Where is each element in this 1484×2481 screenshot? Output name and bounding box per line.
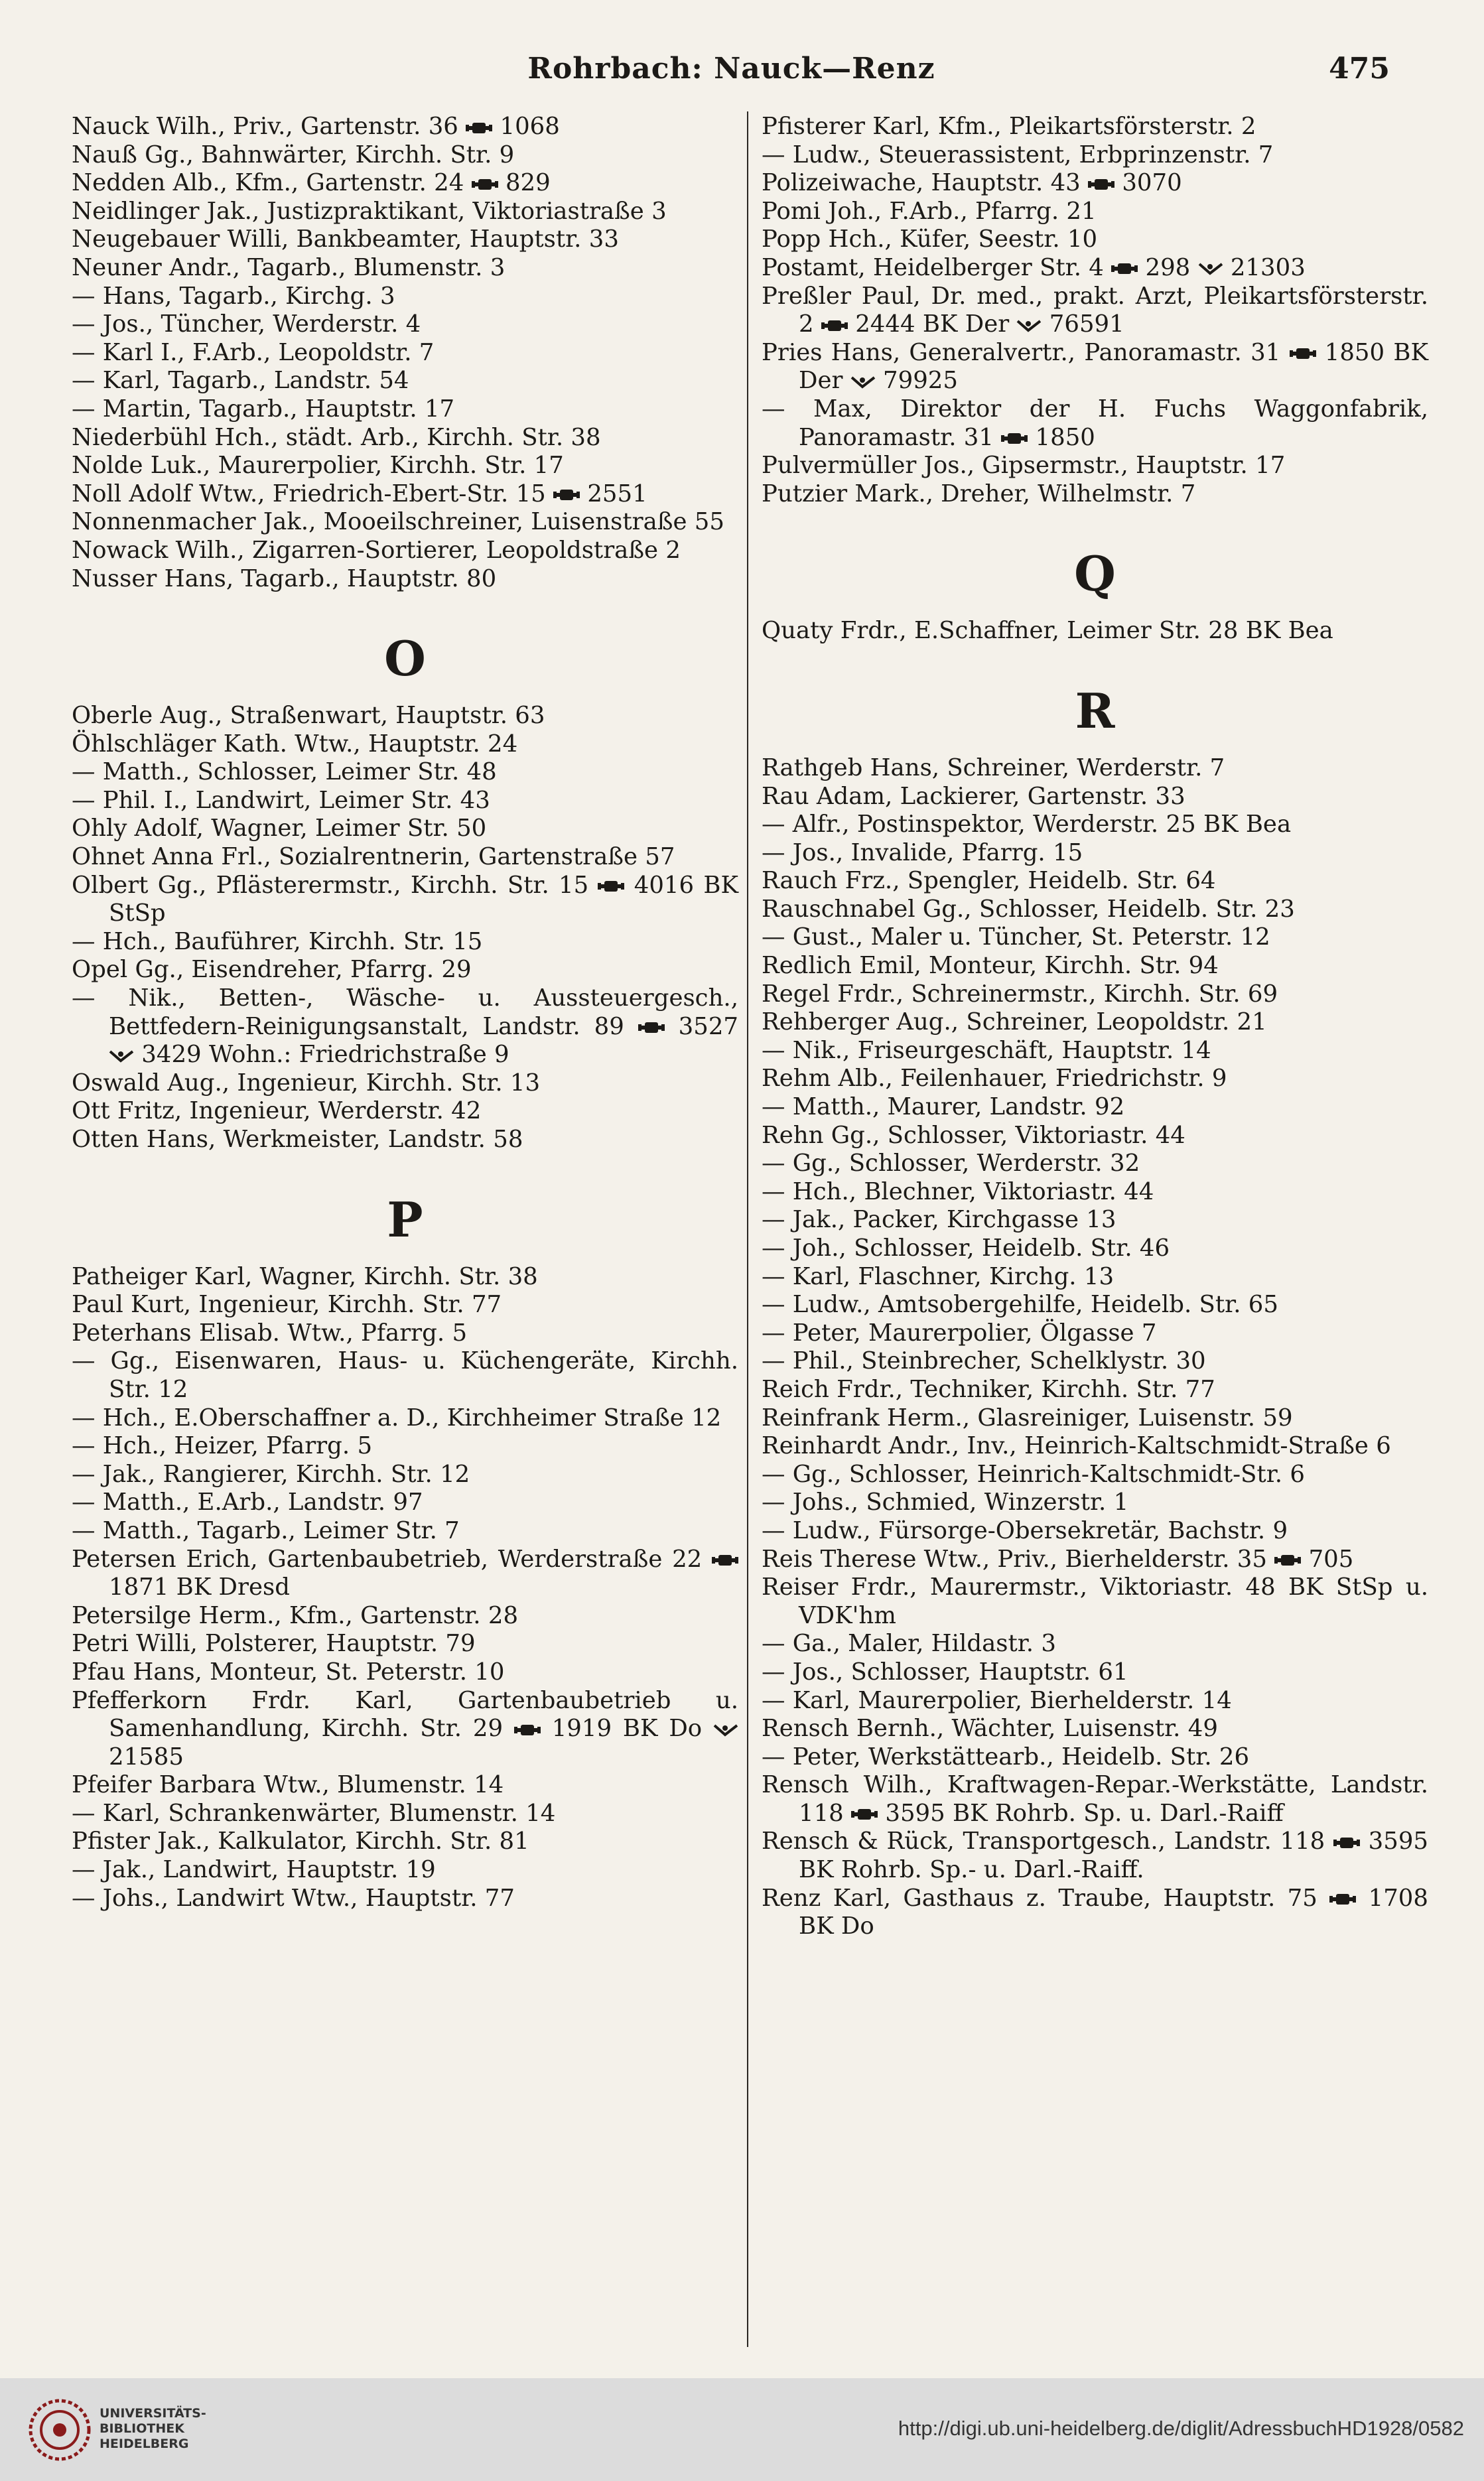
- directory-entry: [762, 254, 1428, 283]
- directory-entry: [762, 1122, 1428, 1150]
- entry-text: Rauschnabel Gg., Schlosser, Heidelb. Str. 23: [762, 895, 1295, 923]
- directory-entry: [72, 1630, 738, 1658]
- directory-entry: [72, 1602, 738, 1631]
- directory-entry: [762, 1715, 1428, 1743]
- entry-text: Nedden Alb., Kfm., Gartenstr. 24: [72, 169, 464, 197]
- directory-entry: [72, 1404, 738, 1433]
- directory-entry: [762, 1291, 1428, 1319]
- directory-entry: [762, 1235, 1428, 1263]
- directory-entry: [762, 1319, 1428, 1348]
- entry-suffix: BK StSp: [109, 871, 738, 927]
- entry-text: — Gust., Maler u. Tüncher, St. Peterstr. 12: [762, 923, 1270, 951]
- directory-entry: [72, 1319, 738, 1348]
- entry-text: — Gg., Eisenwaren, Haus- u. Küchengeräte, Kirchh. Str. 12: [72, 1347, 738, 1403]
- directory-entry: [762, 141, 1428, 170]
- entry-text: — Ludw., Amtsobergehilfe, Heidelb. Str. 65: [762, 1291, 1278, 1319]
- telephone-icon: [1001, 431, 1028, 446]
- entry-text: Olbert Gg., Pflästerermstr., Kirchh. Str. 15: [72, 871, 589, 899]
- telephone-number: 705: [1308, 1545, 1354, 1573]
- entry-text: Rensch & Rück, Transportgesch., Landstr. 118: [762, 1828, 1325, 1855]
- telegraph-icon: [1198, 261, 1223, 276]
- entry-text: Rensch Wilh., Kraftwagen-Repar.-Werkstätte, Landstr. 118: [762, 1771, 1428, 1827]
- entry-text: — Nik., Betten-, Wäsche- u. Aussteuergesch., Bettfedern-Reinigungsanstalt, Landstr. 89: [72, 984, 738, 1040]
- entry-suffix: BK Rohrb. Sp.- u. Darl.-Raiff.: [799, 1856, 1144, 1884]
- entry-text: Noll Adolf Wtw., Friedrich-Ebert-Str. 15: [72, 480, 546, 507]
- telephone-number: 1871: [109, 1574, 169, 1601]
- telegraph-icon: [109, 1049, 134, 1063]
- entry-text: Pfisterer Karl, Kfm., Pleikartsförsterstr. 2: [762, 113, 1256, 140]
- telephone-icon: [598, 879, 624, 894]
- telegraph-icon: [713, 1723, 738, 1737]
- directory-entry: [72, 1126, 738, 1154]
- university-seal-icon: [27, 2397, 93, 2463]
- telegraph-number: 3429: [141, 1041, 202, 1069]
- directory-entry: [762, 980, 1428, 1009]
- telephone-number: 3595: [885, 1799, 945, 1827]
- directory-entry: [762, 1574, 1428, 1630]
- directory-entry: [762, 754, 1428, 783]
- entry-text: — Gg., Schlosser, Werderstr. 32: [762, 1150, 1140, 1177]
- entry-text: — Matth., Tagarb., Leimer Str. 7: [72, 1516, 460, 1544]
- telephone-number: 298: [1145, 253, 1191, 281]
- entry-text: Pulvermüller Jos., Gipsermstr., Hauptstr. 17: [762, 452, 1286, 480]
- entry-text: — Phil. I., Landwirt, Leimer Str. 43: [72, 786, 490, 814]
- directory-entry: [762, 1546, 1428, 1574]
- source-url[interactable]: http://digi.ub.uni-heidelberg.de/diglit/AdressbuchHD1928/0582: [898, 2417, 1464, 2440]
- telephone-icon: [466, 121, 492, 135]
- directory-entry: [762, 1376, 1428, 1404]
- directory-entry: [72, 702, 738, 730]
- directory-entry: [72, 1097, 738, 1126]
- directory-entry: [72, 815, 738, 843]
- entry-text: — Jos., Tüncher, Werderstr. 4: [72, 310, 421, 338]
- library-name: UNIVERSITÄTS- BIBLIOTHEK HEIDELBERG: [100, 2406, 206, 2451]
- directory-entry: [72, 1517, 738, 1546]
- entry-text: — Hch., E.Oberschaffner a. D., Kirchheimer Straße 12: [72, 1404, 722, 1432]
- page-header: [73, 52, 1390, 98]
- entry-text: — Matth., E.Arb., Landstr. 97: [72, 1489, 423, 1516]
- directory-entry: [72, 283, 738, 311]
- entry-text: — Jos., Invalide, Pfarrg. 15: [762, 838, 1083, 866]
- directory-entry: [72, 928, 738, 957]
- telegraph-number: 79925: [883, 367, 958, 395]
- entry-text: — Karl, Schrankenwärter, Blumenstr. 14: [72, 1799, 556, 1827]
- entry-text: Popp Hch., Küfer, Seestr. 10: [762, 226, 1098, 253]
- directory-entry: [762, 1828, 1428, 1884]
- entry-text: — Phil., Steinbrecher, Schelklystr. 30: [762, 1347, 1206, 1375]
- directory-entry: [762, 1178, 1428, 1207]
- entry-text: — Matth., Schlosser, Leimer Str. 48: [72, 758, 497, 786]
- section-letter-p: P: [387, 1191, 423, 1248]
- directory-entry: [762, 1885, 1428, 1941]
- directory-entry: [72, 1546, 738, 1602]
- entry-text: Pfefferkorn Frdr. Karl, Gartenbaubetrieb u. Samenhandlung, Kirchh. Str. 29: [72, 1686, 738, 1743]
- entry-text: Öhlschläger Kath. Wtw., Hauptstr. 24: [72, 730, 518, 758]
- section-letter-o: O: [384, 630, 426, 687]
- entry-text: — Gg., Schlosser, Heinrich-Kaltschmidt-Str. 6: [762, 1460, 1305, 1488]
- directory-entry: [72, 565, 738, 594]
- telegraph-icon: [1016, 318, 1042, 333]
- telephone-number: 1068: [500, 113, 560, 140]
- directory-entry: [762, 839, 1428, 868]
- entry-text: Patheiger Karl, Wagner, Kirchh. Str. 38: [72, 1262, 538, 1290]
- telegraph-icon: [850, 375, 876, 389]
- telephone-icon: [514, 1723, 541, 1737]
- directory-entry: [72, 424, 738, 452]
- entry-text: — Karl I., F.Arb., Leopoldstr. 7: [72, 338, 435, 366]
- directory-entry: [72, 1800, 738, 1828]
- telephone-number: 1919: [551, 1715, 612, 1743]
- directory-entry: [762, 1461, 1428, 1489]
- directory-entry: [72, 1828, 738, 1856]
- entry-text: Pries Hans, Generalvertr., Panoramastr. 31: [762, 338, 1281, 366]
- entry-text: Petri Willi, Polsterer, Hauptstr. 79: [72, 1630, 476, 1658]
- entry-text: Reiser Frdr., Maurermstr., Viktoriastr. 48 BK StSp u. VDK'hm: [762, 1574, 1428, 1629]
- directory-entry: [72, 1291, 738, 1319]
- directory-entry: [72, 452, 738, 480]
- entry-text: Rensch Bernh., Wächter, Luisenstr. 49: [762, 1715, 1218, 1743]
- directory-entry: [72, 1771, 738, 1800]
- column-divider: [747, 111, 748, 2347]
- entry-text: — Matth., Maurer, Landstr. 92: [762, 1093, 1125, 1121]
- entry-text: — Hans, Tagarb., Kirchg. 3: [72, 282, 395, 310]
- telegraph-number: 21585: [109, 1743, 184, 1771]
- directory-entry: [72, 254, 738, 283]
- directory-entry: [762, 480, 1428, 509]
- entry-text: Oswald Aug., Ingenieur, Kirchh. Str. 13: [72, 1069, 541, 1097]
- entry-text: Nowack Wilh., Zigarren-Sortierer, Leopoldstraße 2: [72, 536, 681, 564]
- telephone-number: 3595: [1368, 1828, 1428, 1855]
- entry-text: Nonnenmacher Jak., Mooeilschreiner, Luisenstraße 55: [72, 508, 724, 536]
- directory-entry: [762, 1206, 1428, 1235]
- directory-entry: [72, 730, 738, 759]
- telephone-number: 3070: [1122, 169, 1182, 197]
- entry-text: Petersen Erich, Gartenbaubetrieb, Werderstraße 22: [72, 1545, 703, 1573]
- entry-text: — Joh., Schlosser, Heidelb. Str. 46: [762, 1235, 1170, 1262]
- directory-entry: [72, 113, 738, 141]
- entry-text: Polizeiwache, Hauptstr. 43: [762, 169, 1081, 197]
- directory-entry: [762, 339, 1428, 395]
- directory-entry: [762, 1150, 1428, 1178]
- directory-entry: [762, 952, 1428, 980]
- directory-entry: [72, 537, 738, 565]
- directory-entry: [762, 169, 1428, 198]
- entry-text: — Peter, Maurerpolier, Ölgasse 7: [762, 1319, 1157, 1347]
- directory-entry: [762, 1093, 1428, 1122]
- directory-entry: [762, 1658, 1428, 1687]
- entry-text: Renz Karl, Gasthaus z. Traube, Hauptstr. 75: [762, 1884, 1317, 1912]
- directory-entry: [762, 1065, 1428, 1093]
- directory-entry: [72, 367, 738, 395]
- telephone-icon: [638, 1020, 665, 1035]
- entry-suffix: BK Rohrb. Sp. u. Darl.-Raiff: [953, 1799, 1284, 1827]
- entry-suffix: Wohn.: Friedrichstraße 9: [208, 1041, 509, 1069]
- directory-entry: [72, 1432, 738, 1461]
- entry-text: Redlich Emil, Monteur, Kirchh. Str. 94: [762, 952, 1219, 980]
- right-column: [762, 113, 1428, 1941]
- directory-entry: [72, 480, 738, 509]
- telephone-number: 2444: [855, 310, 915, 338]
- directory-entry: [72, 758, 738, 787]
- entry-text: Nauck Wilh., Priv., Gartenstr. 36: [72, 113, 458, 140]
- directory-entry: [72, 141, 738, 170]
- entry-text: — Jak., Landwirt, Hauptstr. 19: [72, 1856, 436, 1884]
- directory-entry: [72, 1856, 738, 1885]
- telephone-icon: [1111, 261, 1138, 276]
- entry-text: Rau Adam, Lackierer, Gartenstr. 33: [762, 782, 1185, 810]
- directory-entry: [762, 1432, 1428, 1461]
- entry-text: Pfau Hans, Monteur, St. Peterstr. 10: [72, 1658, 505, 1686]
- directory-entry: [762, 1347, 1428, 1376]
- bank-code: BK Der: [799, 338, 1428, 395]
- entry-text: Nolde Luk., Maurerpolier, Kirchh. Str. 17: [72, 452, 564, 480]
- entry-text: — Alfr., Postinspektor, Werderstr. 25 BK Bea: [762, 811, 1292, 838]
- directory-entry: [72, 1687, 738, 1772]
- entry-text: — Martin, Tagarb., Hauptstr. 17: [72, 395, 455, 423]
- telephone-icon: [553, 488, 580, 502]
- directory-entry: [72, 1489, 738, 1517]
- directory-entry: [762, 1263, 1428, 1292]
- section-letter-r: R: [1075, 682, 1115, 739]
- entry-text: Regel Frdr., Schreinermstr., Kirchh. Str. 69: [762, 980, 1278, 1008]
- directory-entry: [72, 339, 738, 368]
- entry-text: — Karl, Tagarb., Landstr. 54: [72, 367, 409, 395]
- entry-text: Nusser Hans, Tagarb., Hauptstr. 80: [72, 565, 497, 592]
- directory-entry: [72, 198, 738, 226]
- directory-entry: [762, 1743, 1428, 1772]
- entry-suffix: BK Dresd: [176, 1574, 290, 1601]
- telegraph-number: 21303: [1230, 253, 1306, 281]
- entry-text: Neuner Andr., Tagarb., Blumenstr. 3: [72, 253, 506, 281]
- telephone-icon: [1329, 1892, 1356, 1907]
- entry-text: — Hch., Heizer, Pfarrg. 5: [72, 1432, 373, 1460]
- directory-entry: [72, 872, 738, 928]
- telephone-icon: [472, 177, 498, 192]
- directory-entry: [762, 1771, 1428, 1828]
- entry-text: Pfister Jak., Kalkulator, Kirchh. Str. 81: [72, 1828, 529, 1855]
- directory-entry: [72, 508, 738, 537]
- directory-entry: [72, 1069, 738, 1098]
- entry-text: Oberle Aug., Straßenwart, Hauptstr. 63: [72, 702, 545, 730]
- bank-code: BK Do: [622, 1715, 703, 1743]
- telephone-icon: [1088, 177, 1114, 192]
- entry-text: — Ludw., Fürsorge-Obersekretär, Bachstr. 9: [762, 1516, 1288, 1544]
- entry-text: — Peter, Werkstättearb., Heidelb. Str. 26: [762, 1743, 1250, 1771]
- entry-text: — Karl, Flaschner, Kirchg. 13: [762, 1262, 1114, 1290]
- entry-text: Reich Frdr., Techniker, Kirchh. Str. 77: [762, 1375, 1215, 1403]
- telephone-number: 4016: [634, 871, 695, 899]
- entry-text: — Hch., Bauführer, Kirchh. Str. 15: [72, 927, 483, 955]
- telephone-icon: [821, 318, 848, 333]
- directory-entry: [72, 395, 738, 424]
- entry-text: Rathgeb Hans, Schreiner, Werderstr. 7: [762, 754, 1225, 781]
- entry-text: Reinhardt Andr., Inv., Heinrich-Kaltschmidt-Straße 6: [762, 1432, 1391, 1460]
- bank-code: BK Der: [922, 310, 1010, 338]
- directory-entry: [762, 1037, 1428, 1065]
- entry-text: — Jak., Rangierer, Kirchh. Str. 12: [72, 1460, 470, 1488]
- entry-text: Neugebauer Willi, Bankbeamter, Hauptstr. 33: [72, 226, 619, 253]
- directory-entry: [762, 226, 1428, 254]
- directory-entry: [762, 113, 1428, 141]
- directory-entry: [72, 1461, 738, 1489]
- entry-text: Ohly Adolf, Wagner, Leimer Str. 50: [72, 815, 487, 842]
- footer-bar: [0, 2378, 1484, 2481]
- directory-entry: [72, 1658, 738, 1687]
- directory-entry: [762, 923, 1428, 952]
- directory-entry: [72, 1885, 738, 1913]
- telephone-number: 1850: [1324, 338, 1385, 366]
- entry-text: Postamt, Heidelberger Str. 4: [762, 253, 1104, 281]
- entry-text: Reinfrank Herm., Glasreiniger, Luisenstr. 59: [762, 1404, 1293, 1432]
- directory-entry: [762, 395, 1428, 452]
- entry-text: Peterhans Elisab. Wtw., Pfarrg. 5: [72, 1319, 468, 1347]
- entry-text: Pfeifer Barbara Wtw., Blumenstr. 14: [72, 1771, 504, 1799]
- entry-text: — Karl, Maurerpolier, Bierhelderstr. 14: [762, 1686, 1232, 1714]
- entry-text: — Jos., Schlosser, Hauptstr. 61: [762, 1658, 1128, 1686]
- telephone-number: 2551: [587, 480, 647, 507]
- directory-entry: [762, 1008, 1428, 1037]
- directory-entry: [72, 984, 738, 1069]
- entry-text: — Johs., Schmied, Winzerstr. 1: [762, 1489, 1129, 1516]
- entry-text: — Max, Direktor der H. Fuchs Waggonfabrik, Panoramastr. 31: [762, 395, 1428, 451]
- directory-entry: [762, 1517, 1428, 1546]
- entry-text: — Hch., Blechner, Viktoriastr. 44: [762, 1177, 1154, 1205]
- entry-text: Opel Gg., Eisendreher, Pfarrg. 29: [72, 956, 472, 984]
- entry-text: Neidlinger Jak., Justizpraktikant, Viktoriastraße 3: [72, 197, 667, 225]
- entry-text: — Ludw., Steuerassistent, Erbprinzenstr. 7: [762, 141, 1274, 168]
- directory-entry: [762, 1687, 1428, 1715]
- entry-text: Rauch Frz., Spengler, Heidelb. Str. 64: [762, 867, 1216, 895]
- telephone-icon: [1333, 1836, 1360, 1850]
- entry-text: Pomi Joh., F.Arb., Pfarrg. 21: [762, 197, 1097, 225]
- directory-entry: [72, 310, 738, 339]
- directory-entry: [762, 283, 1428, 339]
- entry-text: Rehm Alb., Feilenhauer, Friedrichstr. 9: [762, 1065, 1227, 1093]
- entry-text: Reis Therese Wtw., Priv., Bierhelderstr. 35: [762, 1545, 1267, 1573]
- directory-entry: [762, 1489, 1428, 1517]
- directory-entry: [762, 1630, 1428, 1658]
- entry-text: Ott Fritz, Ingenieur, Werderstr. 42: [72, 1097, 482, 1125]
- entry-text: Rehn Gg., Schlosser, Viktoriastr. 44: [762, 1121, 1185, 1149]
- page-number: 475: [1329, 52, 1390, 86]
- entry-text: Nauß Gg., Bahnwärter, Kirchh. Str. 9: [72, 141, 515, 168]
- telephone-number: 1850: [1035, 423, 1095, 451]
- directory-entry: [762, 198, 1428, 226]
- telephone-icon: [1290, 346, 1316, 361]
- entry-text: Ohnet Anna Frl., Sozialrentnerin, Gartenstraße 57: [72, 843, 675, 871]
- directory-entry: [762, 783, 1428, 811]
- directory-entry: [72, 787, 738, 815]
- entry-text: Rehberger Aug., Schreiner, Leopoldstr. 21: [762, 1008, 1267, 1036]
- directory-entry: [72, 956, 738, 984]
- directory-entry: [72, 169, 738, 198]
- entry-text: Paul Kurt, Ingenieur, Kirchh. Str. 77: [72, 1291, 502, 1319]
- directory-entry: [72, 843, 738, 872]
- directory-entry: [762, 811, 1428, 839]
- directory-entry: [72, 1263, 738, 1292]
- entry-text: Petersilge Herm., Kfm., Gartenstr. 28: [72, 1601, 519, 1629]
- entry-suffix: BK Do: [799, 1912, 874, 1940]
- directory-entry: [762, 1404, 1428, 1433]
- section-letter-q: Q: [1074, 545, 1116, 602]
- entry-text: — Johs., Landwirt Wtw., Hauptstr. 77: [72, 1884, 515, 1912]
- telegraph-number: 76591: [1049, 310, 1124, 338]
- telephone-number: 3527: [678, 1012, 738, 1040]
- entry-text: Quaty Frdr., E.Schaffner, Leimer Str. 28 BK Bea: [762, 617, 1333, 645]
- telephone-icon: [712, 1553, 738, 1568]
- directory-entry: [72, 226, 738, 254]
- running-title: Rohrbach: Nauck—Renz: [527, 52, 935, 86]
- entry-text: Niederbühl Hch., städt. Arb., Kirchh. Str. 38: [72, 423, 601, 451]
- left-column: [72, 113, 738, 1912]
- telephone-icon: [851, 1807, 878, 1822]
- telephone-number: 1708: [1368, 1884, 1428, 1912]
- telephone-icon: [1274, 1553, 1301, 1568]
- directory-entry: [72, 1347, 738, 1404]
- telephone-number: 829: [505, 169, 551, 197]
- directory-entry: [762, 452, 1428, 480]
- entry-text: Putzier Mark., Dreher, Wilhelmstr. 7: [762, 480, 1196, 507]
- entry-text: — Ga., Maler, Hildastr. 3: [762, 1630, 1056, 1658]
- directory-entry: [762, 617, 1428, 645]
- entry-text: — Nik., Friseurgeschäft, Hauptstr. 14: [762, 1036, 1211, 1064]
- entry-text: — Jak., Packer, Kirchgasse 13: [762, 1206, 1116, 1234]
- entry-text: Otten Hans, Werkmeister, Landstr. 58: [72, 1126, 523, 1153]
- entry-text: Preßler Paul, Dr. med., prakt. Arzt, Pleikartsförsterstr. 2: [762, 282, 1428, 338]
- directory-entry: [762, 867, 1428, 896]
- directory-entry: [762, 896, 1428, 924]
